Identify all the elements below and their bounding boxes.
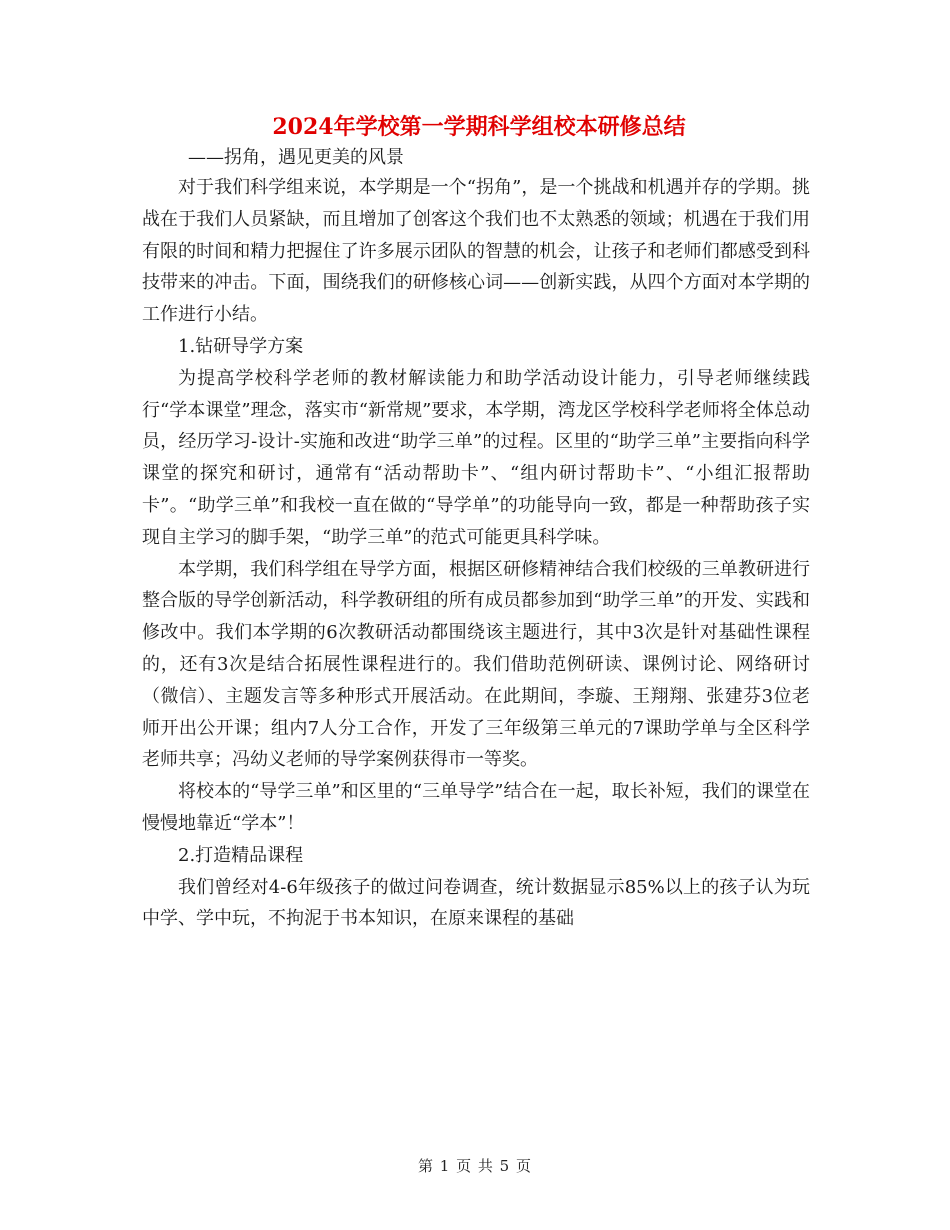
page-footer: 第 1 页 共 5 页 bbox=[418, 1157, 532, 1175]
document-page bbox=[142, 110, 810, 935]
intro-paragraph: 对于我们科学组来说，本学期是一个“拐角”，是一个挑战和机遇并存的学期。挑战在于我们人员紧缺，而且增加了创客这个我们也不太熟悉的领域；机遇在于我们用有限的时间和精力把握住了许多展示团队的智慧的机会，让孩子和老师们都感受到科技带来的冲击。下面，围绕我们的研修核心词——创新实践，从四个方面对本学期的工作进行小结。 bbox=[142, 177, 810, 326]
section1-paragraph: 本学期，我们科学组在导学方面，根据区研修精神结合我们校级的三单教研进行整合版的导学创新活动，科学教研组的所有成员都参加到“助学三单”的开发、实践和修改中。我们本学期的6次教研活动都围绕该主题进行，其中3次是针对基础性课程的，还有3次是结合拓展性课程进行的。我们借助范例研读、课例讨论、网络研讨（微信）、主题发言等多种形式开展活动。在此期间，李璇、王翔翔、张建芬3位老师开出公开课；组内7人分工合作，开发了三年级第三单元的7课助学单与全区科学老师共享；冯幼义老师的导学案例获得市一等奖。 bbox=[142, 558, 810, 771]
section2-paragraph: 我们曾经对4-6年级孩子的做过问卷调查，统计数据显示85%以上的孩子认为玩中学、学中玩，不拘泥于书本知识，在原来课程的基础 bbox=[142, 876, 810, 930]
document-subtitle: ——拐角，遇见更美的风景 bbox=[188, 147, 404, 168]
section1-paragraph: 为提高学校科学老师的教材解读能力和助学活动设计能力，引导老师继续践行“学本课堂”理念，落实市“新常规”要求，本学期，湾龙区学校科学老师将全体总动员，经历学习-设计-实施和改进“助学三单”的过程。区里的“助学三单”主要指向科学课堂的探究和研讨，通常有“活动帮助卡”、“组内研讨帮助卡”、“小组汇报帮助卡”。“助学三单”和我校一直在做的“导学单”的功能导向一致，都是一种帮助孩子实现自主学习的脚手架，“助学三单”的范式可能更具科学味。 bbox=[142, 367, 810, 548]
section-heading-2: 2.打造精品课程 bbox=[178, 844, 304, 866]
section-heading-1: 1.钻研导学方案 bbox=[178, 335, 304, 357]
document-title: 2024年学校第一学期科学组校本研修总结 bbox=[272, 114, 686, 140]
section1-paragraph: 将校本的“导学三单”和区里的“三单导学”结合在一起，取长补短，我们的课堂在慢慢地靠近“学本”！ bbox=[142, 781, 810, 834]
